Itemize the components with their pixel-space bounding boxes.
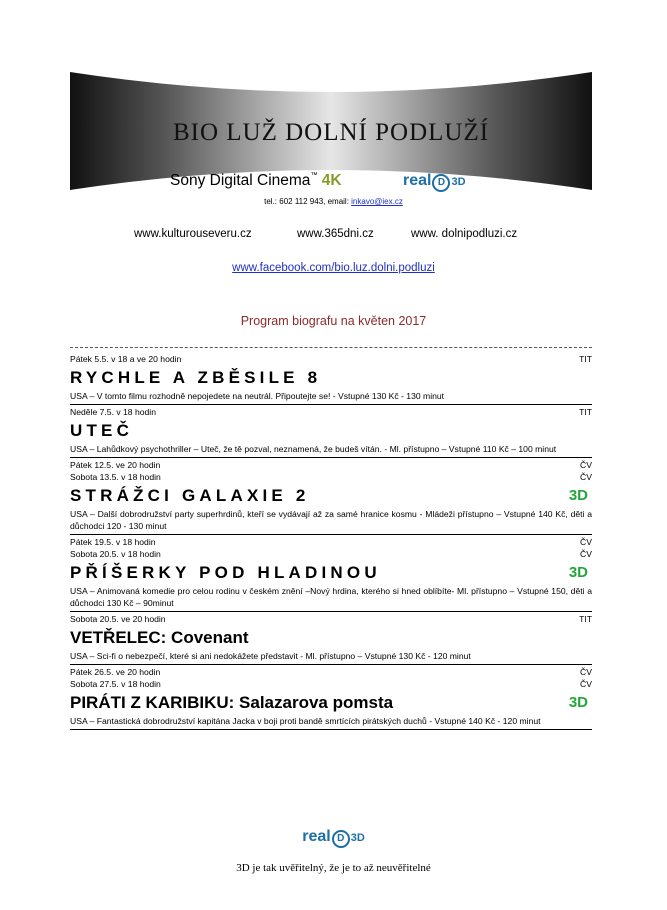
movie-block [70,458,592,535]
movie-title: STRÁŽCI GALAXIE 2 [70,486,310,505]
showing-date: Pátek 12.5. ve 20 hodin [70,460,161,470]
showing-row [70,471,592,483]
showing-row [70,353,592,365]
email-link[interactable]: inkavo@iex.cz [351,197,403,206]
showing-row [70,536,592,548]
showing-date: Pátek 26.5. ve 20 hodin [70,667,161,677]
cinema-name: BIO LUŽ DOLNÍ PODLUŽÍ [172,119,490,146]
footer-tagline: 3D je tak uvěřitelný, že je to až neuvěřitelné [236,862,431,874]
movie-title: PIRÁTI Z KARIBIKU: Salazarova pomsta [70,693,394,712]
showing-version: TIT [579,614,592,624]
site-link-kulturouseveru[interactable]: www.kulturouseveru.cz [134,228,252,240]
sony-4k-logo: Sony Digital Cinema™ 4K [170,172,342,189]
showing-row [70,406,592,418]
dashed-divider [70,347,592,348]
movie-title-row [70,561,592,585]
movie-title: RYCHLE A ZBĚSILE 8 [70,368,322,387]
showing-row [70,459,592,471]
showing-date: Sobota 13.5. v 18 hodin [70,472,161,482]
showing-version: ČV [580,472,592,482]
program-list [70,352,592,730]
movie-block [70,535,592,612]
showing-version: ČV [580,679,592,689]
movie-description: USA – V tomto filmu rozhodně nepojedete na neutrál. Připoutejte se! - Vstupné 130 Kč - 130 minut [70,391,445,401]
showing-date: Pátek 19.5. v 18 hodin [70,537,156,547]
site-link-365dni[interactable]: www.365dni.cz [297,228,374,240]
movie-title-row [70,366,592,390]
movie-description: USA – Fantastická dobrodružství kapitána Jacka v boji proti bandě smrtících pirátských duchů - Vstupné 140 Kč - 120 minut [70,716,541,726]
movie-title: PŘÍŠERKY POD HLADINOU [70,563,381,582]
badge-3d: 3D [568,487,588,504]
showing-date: Sobota 20.5. v 18 hodin [70,549,161,559]
showing-date: Neděle 7.5. v 18 hodin [70,407,157,417]
showing-row [70,613,592,625]
showing-version: ČV [580,667,592,677]
movie-title-row [70,626,592,650]
site-link-dolnipodluzi[interactable]: www. dolnipodluzi.cz [411,228,518,240]
showing-row [70,678,592,690]
badge-3d: 3D [568,564,588,581]
movie-block [70,405,592,458]
movie-block [70,352,592,405]
movie-description: USA – Lahůdkový psychothriller – Uteč, že tě pozval, neznamená, že budeš vítán. - Ml. přístupno – Vstupné 110 Kč – 100 minut [70,444,557,454]
showing-row [70,666,592,678]
showing-date: Pátek 5.5. v 18 a ve 20 hodin [70,354,182,364]
showing-row [70,548,592,560]
movie-description: USA – Sci-fi o nebezpečí, které si ani nedokážete představit - Ml. přístupno – Vstupné 130 Kč - 120 minut [70,651,471,661]
footer-reald-logo: real D 3D [0,828,667,848]
program-title: Program biografu na květen 2017 [240,314,427,328]
movie-description: USA – Další dobrodružství party superhrdinů, kteří se vydávají až za samé hranice kosmu - Mládeži přístupno – Vstupné 140 Kč, děti a důchodci 120 - 130 minut [70,509,592,531]
movie-title-row [70,419,592,443]
movie-block [70,665,592,730]
badge-3d: 3D [568,694,588,711]
movie-title: VETŘELEC: Covenant [70,628,249,647]
movie-description: USA – Animovaná komedie pro celou rodinu v českém znění –Nový hrdina, kterého si hned oblíbíte- Ml. přístupno – Vstupné 150, děti a důchodci 130 Kč – 90minut [70,586,592,608]
movie-title-row [70,484,592,508]
movie-title-row [70,691,592,715]
showing-date: Sobota 27.5. v 18 hodin [70,679,161,689]
movie-block [70,612,592,665]
movie-title: UTEČ [70,421,134,440]
showing-version: TIT [579,354,592,364]
showing-version: ČV [580,460,592,470]
facebook-link[interactable]: www.facebook.com/bio.luz.dolni.podluzi [232,262,435,274]
showing-version: ČV [580,537,592,547]
contact-info: tel.: 602 112 943, email: inkavo@iex.cz [264,197,403,206]
reald-3d-logo: real D 3D [403,172,466,192]
showing-version: ČV [580,549,592,559]
showing-version: TIT [579,407,592,417]
showing-date: Sobota 20.5. ve 20 hodin [70,614,166,624]
